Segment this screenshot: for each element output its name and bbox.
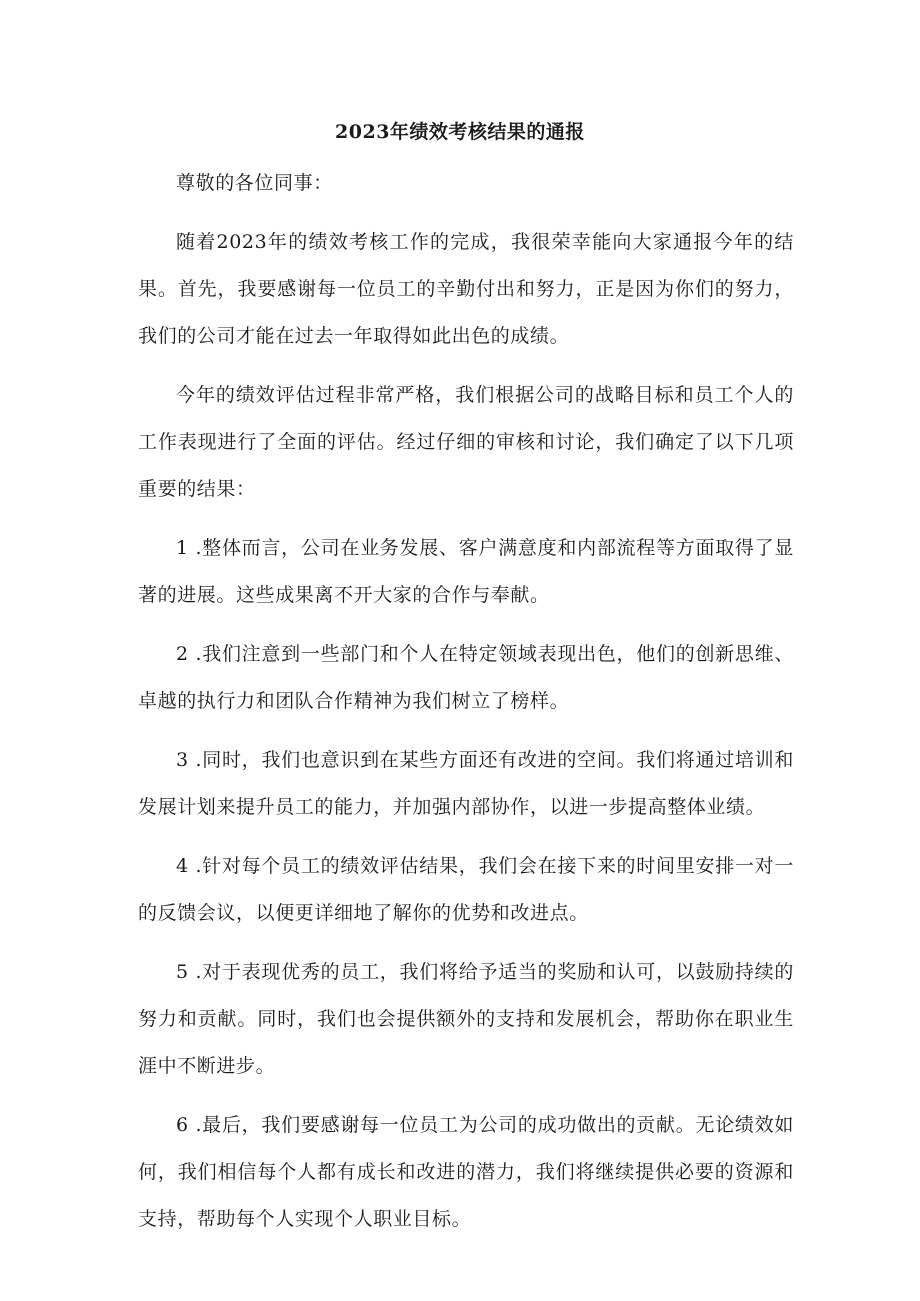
document-body: [138, 160, 794, 1243]
salutation: 尊敬的各位同事：: [176, 172, 333, 194]
result-item-3: 3 .同时，我们也意识到在某些方面还有改进的空间。我们将通过培训和发展计划来提升员工的能力，并加强内部协作，以进一步提高整体业绩。: [138, 749, 794, 818]
paragraph-intro: 随着2023年的绩效考核工作的完成，我很荣幸能向大家通报今年的结果。首先，我要感谢每一位员工的辛勤付出和努力，正是因为你们的努力，我们的公司才能在过去一年取得如此出色的成绩。: [138, 231, 794, 347]
result-item-5: 5 .对于表现优秀的员工，我们将给予适当的奖励和认可，以鼓励持续的努力和贡献。同时，我们也会提供额外的支持和发展机会，帮助你在职业生涯中不断进步。: [138, 961, 794, 1077]
result-item-6: 6 .最后，我们要感谢每一位员工为公司的成功做出的贡献。无论绩效如何，我们相信每个人都有成长和改进的潜力，我们将继续提供必要的资源和支持，帮助每个人实现个人职业目标。: [138, 1114, 794, 1230]
document-title: 2023年绩效考核结果的通报: [335, 121, 585, 143]
paragraph-process: 今年的绩效评估过程非常严格，我们根据公司的战略目标和员工个人的工作表现进行了全面的评估。经过仔细的审核和讨论，我们确定了以下几项重要的结果：: [138, 384, 794, 500]
result-item-1: 1 .整体而言，公司在业务发展、客户满意度和内部流程等方面取得了显著的进展。这些成果离不开大家的合作与奉献。: [138, 537, 794, 606]
result-item-4: 4 .针对每个员工的绩效评估结果，我们会在接下来的时间里安排一对一的反馈会议，以便更详细地了解你的优势和改进点。: [138, 855, 794, 924]
result-item-2: 2 .我们注意到一些部门和个人在特定领域表现出色，他们的创新思维、卓越的执行力和团队合作精神为我们树立了榜样。: [138, 643, 794, 712]
